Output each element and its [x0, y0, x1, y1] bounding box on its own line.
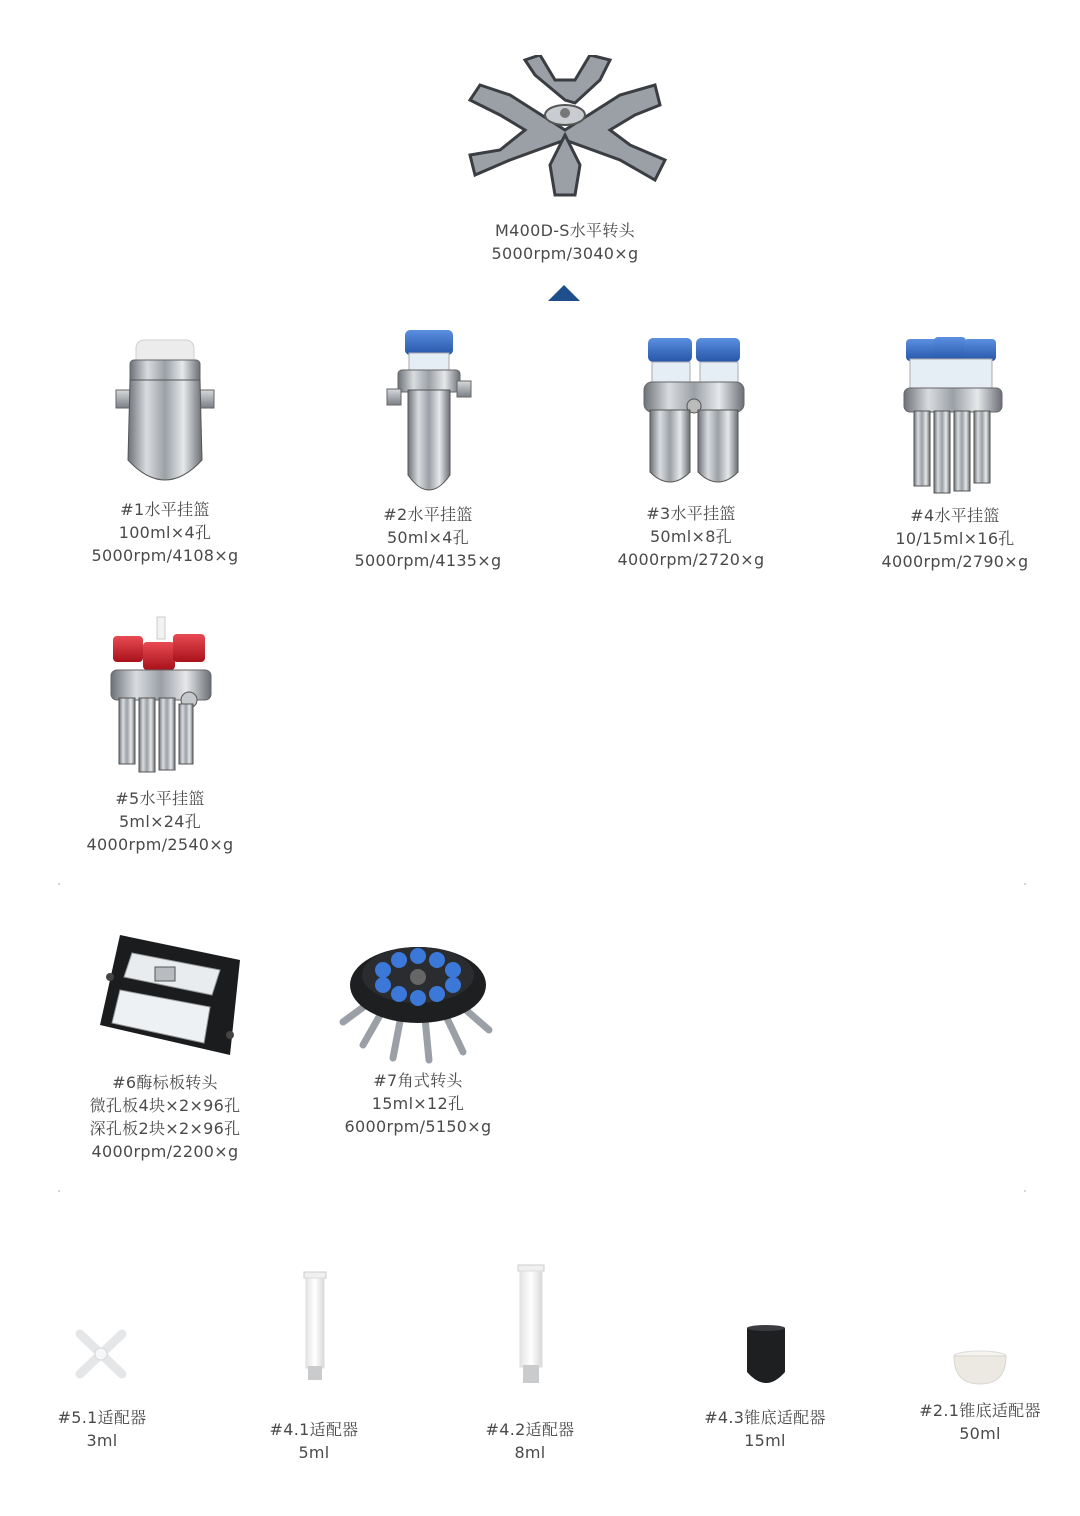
adapter-5-1-image: [40, 1320, 164, 1388]
rotor-7-line1: 15ml×12孔: [371, 1094, 465, 1113]
adapter-4-3-image: [695, 1322, 835, 1392]
bucket-1-speed: 5000rpm/4108×g: [91, 546, 239, 565]
bucket-3-speed: 4000rpm/2720×g: [617, 550, 765, 569]
adapter-2-1-name: #2.1锥底适配器: [919, 1401, 1041, 1420]
rotor-7-name: #7角式转头: [373, 1071, 463, 1090]
angle-rotor-image: [333, 930, 503, 1065]
main-rotor: [440, 55, 690, 265]
rotor-6-line2: 深孔板2块×2×96孔: [89, 1119, 241, 1138]
bucket-3: [606, 332, 776, 571]
bucket-3-image: [606, 332, 776, 492]
bucket-4-image: [870, 333, 1040, 498]
bucket-1-image: [80, 330, 250, 490]
bucket-1-capacity: 100ml×4孔: [118, 523, 212, 542]
adapter-4-1-volume: 5ml: [298, 1443, 330, 1462]
bucket-1-name: #1水平挂篮: [120, 500, 210, 519]
bucket-4-name: #4水平挂篮: [910, 506, 1000, 525]
adapter-5-1-name: #5.1适配器: [57, 1408, 147, 1427]
bucket-3-name: #3水平挂篮: [646, 504, 736, 523]
triangle-up-icon: [548, 285, 580, 301]
main-rotor-name: M400D-S水平转头: [495, 221, 635, 240]
adapter-5-1-volume: 3ml: [86, 1431, 118, 1450]
bucket-3-capacity: 50ml×8孔: [649, 527, 733, 546]
adapter-4-1-image: [254, 1268, 374, 1388]
adapter-4-3-name: #4.3锥底适配器: [704, 1408, 826, 1427]
bucket-5-image: [75, 612, 245, 777]
bucket-5: [75, 612, 245, 856]
bucket-4-capacity: 10/15ml×16孔: [895, 529, 1015, 548]
bucket-1: [80, 330, 250, 567]
bucket-5-name: #5水平挂篮: [115, 789, 205, 808]
rotor-6: [80, 925, 250, 1163]
rotor-7-speed: 6000rpm/5150×g: [344, 1117, 492, 1136]
bucket-4: [870, 333, 1040, 573]
bucket-2-name: #2水平挂篮: [383, 505, 473, 524]
bucket-2-capacity: 50ml×4孔: [386, 528, 470, 547]
adapter-4-2-image: [470, 1262, 590, 1388]
adapter-5-1: [40, 1320, 164, 1452]
bucket-4-speed: 4000rpm/2790×g: [881, 552, 1029, 571]
bucket-2-speed: 5000rpm/4135×g: [354, 551, 502, 570]
separator-dot-left-2: [58, 1190, 60, 1192]
adapter-4-1: [254, 1268, 374, 1464]
adapter-4-3-volume: 15ml: [744, 1431, 786, 1450]
rotor-7: [333, 930, 503, 1138]
adapter-4-2: [470, 1262, 590, 1464]
main-rotor-spec: 5000rpm/3040×g: [491, 244, 639, 263]
rotor-6-name: #6酶标板转头: [112, 1073, 218, 1092]
rotor-6-line1: 微孔板4块×2×96孔: [89, 1096, 241, 1115]
swing-rotor-image: [440, 55, 690, 205]
separator-dot-right-1: [1024, 883, 1026, 885]
adapter-4-2-volume: 8ml: [514, 1443, 546, 1462]
separator-dot-right-2: [1024, 1190, 1026, 1192]
bucket-2-image: [343, 325, 513, 495]
separator-dot-left-1: [58, 883, 60, 885]
adapter-2-1-image: [905, 1348, 1055, 1388]
adapter-4-1-name: #4.1适配器: [269, 1420, 359, 1439]
bucket-5-capacity: 5ml×24孔: [118, 812, 202, 831]
adapter-2-1-volume: 50ml: [959, 1424, 1001, 1443]
bucket-2: [343, 325, 513, 572]
adapter-4-3: [695, 1322, 835, 1452]
adapter-2-1: [905, 1348, 1055, 1445]
rotor-6-speed: 4000rpm/2200×g: [91, 1142, 239, 1161]
adapter-4-2-name: #4.2适配器: [485, 1420, 575, 1439]
bucket-5-speed: 4000rpm/2540×g: [86, 835, 234, 854]
plate-rotor-image: [80, 925, 250, 1065]
